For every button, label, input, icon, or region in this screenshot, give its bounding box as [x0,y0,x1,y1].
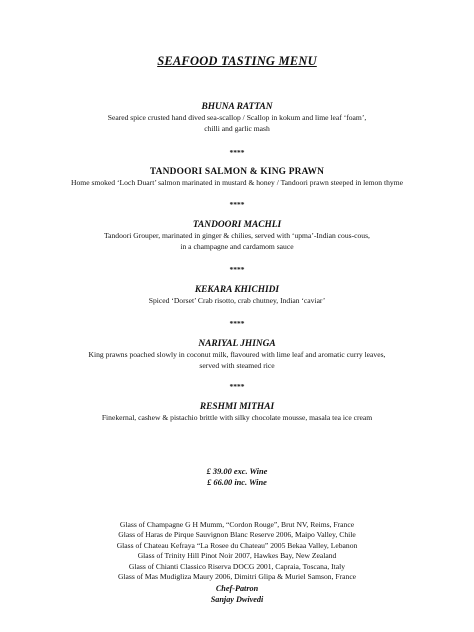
wine-item: Glass of Haras de Pirque Sauvignon Blanc Reserve 2006, Maipo Valley, Chile [118,530,356,540]
wine-item: Glass of Chateau Kefraya “La Rosee du Chateau” 2005 Bekaa Valley, Lebanon [116,540,358,550]
price-inc-wine: £ 66.00 inc. Wine [207,478,267,487]
course-separator: **** [229,148,245,157]
chef-signature [0,583,474,605]
chef-name: Sanjay Dwivedi [210,595,264,604]
course-description-line: served with steamed rice [199,360,275,370]
course-name: KEKARA KHICHIDI [194,285,280,295]
course-nariyal-jhinga [0,338,474,371]
course-description [0,231,474,252]
course-description [0,413,474,424]
course-separator: **** [229,319,245,328]
course-tandoori-salmon-king-prawn [0,166,474,189]
wine-item: Glass of Trinity Hill Pinot Noir 2007, Hawkes Bay, New Zealand [137,551,337,561]
price-exc-wine: £ 39.00 exc. Wine [206,467,268,476]
course-reshmi-mithai [0,401,474,424]
course-name: RESHMI MITHAI [199,402,275,412]
chef-role: Chef-Patron [215,584,259,593]
course-description-line: Spiced ‘Dorset’ Crab risotto, crab chutney, Indian ‘caviar’ [148,296,326,305]
course-description [0,113,474,134]
course-description [0,350,474,371]
course-name: TANDOORI MACHLI [192,220,282,230]
course-kekara-khichidi [0,284,474,307]
wine-item: Glass of Champagne G H Mumm, “Cordon Rouge”, Brut NV, Reims, France [119,520,355,529]
course-description-line: Tandoori Grouper, marinated in ginger & chilies, served with ‘upma’-Indian cous-cous, [104,231,370,240]
course-description-line: in a champagne and cardamom sauce [180,241,294,251]
course-separator: **** [229,200,245,209]
wine-pairing-list [0,520,474,582]
price-block [0,466,474,488]
course-description [0,178,474,189]
wine-item: Glass of Mas Mudigliza Maury 2006, Dimitri Glipa & Muriel Samson, France [117,572,357,582]
wine-item: Glass of Chianti Classico Riserva DOCG 2001, Capraia, Toscana, Italy [128,561,346,571]
course-description-line: Home smoked ‘Loch Duart’ salmon marinated in mustard & honey / Tandoori prawn steeped in lemon thyme [71,178,403,187]
menu-title: SEAFOOD TASTING MENU [157,54,317,68]
course-description-line: Finekernal, cashew & pistachio brittle with silky chocolate mousse, masala tea ice cream [101,413,373,422]
course-description [0,296,474,307]
course-description-line: Seared spice crusted hand dived sea-scallop / Scallop in kokum and lime leaf ‘foam’, [107,113,367,122]
course-separator: **** [229,265,245,274]
course-tandoori-machli [0,219,474,252]
course-separator: **** [229,382,245,391]
course-description-line: King prawns poached slowly in coconut milk, flavoured with lime leaf and aromatic curry leaves, [88,350,386,359]
course-name: NARIYAL JHINGA [198,339,276,349]
course-bhuna-rattan [0,101,474,134]
course-name: TANDOORI SALMON & KING PRAWN [149,167,325,177]
course-name: BHUNA RATTAN [201,102,273,112]
course-description-line: chilli and garlic mash [204,123,270,133]
